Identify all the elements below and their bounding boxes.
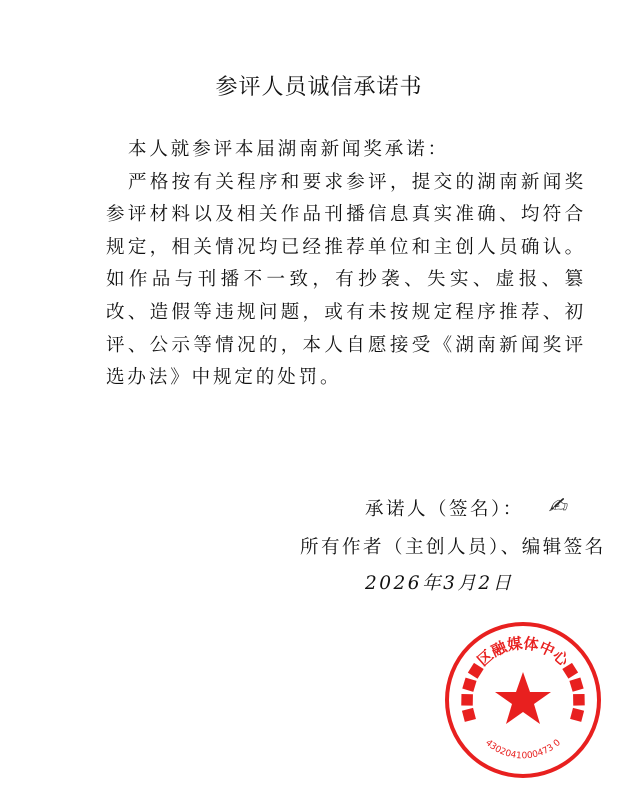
- authors-signature-label: 所有作者（主创人员）、编辑签名: [300, 537, 606, 558]
- signature-date: 2026年3月2日: [365, 573, 514, 594]
- page-title: 参评人员诚信承诺书: [215, 75, 423, 100]
- document-body: [106, 134, 586, 395]
- handwritten-signature: ✍︎: [548, 494, 567, 519]
- promisor-signature-label: 承诺人（签名）：: [365, 499, 524, 520]
- svg-text:■■■■区融媒体中心■■■■: ■■■■区融媒体中心■■■■: [456, 634, 590, 725]
- svg-text:4302041000473 0: 4302041000473 0: [483, 738, 563, 762]
- official-seal-stamp: [443, 620, 603, 780]
- seal-star-icon: [495, 672, 551, 724]
- paragraph-intro: 本人就参评本届湖南新闻奖承诺：: [128, 139, 450, 160]
- paragraph-commitment: 严格按有关程序和要求参评，提交的湖南新闻奖参评材料以及相关作品刊播信息真实准确、均符合规定，相关情况均已经推荐单位和主创人员确认。如作品与刊播不一致，有抄袭、失实、虚报、篡改、造假等违规问题，或有未按规定程序推荐、初评、公示等情况的，本人自愿接受《湖南新闻奖评选办法》中规定的处罚。: [106, 171, 586, 389]
